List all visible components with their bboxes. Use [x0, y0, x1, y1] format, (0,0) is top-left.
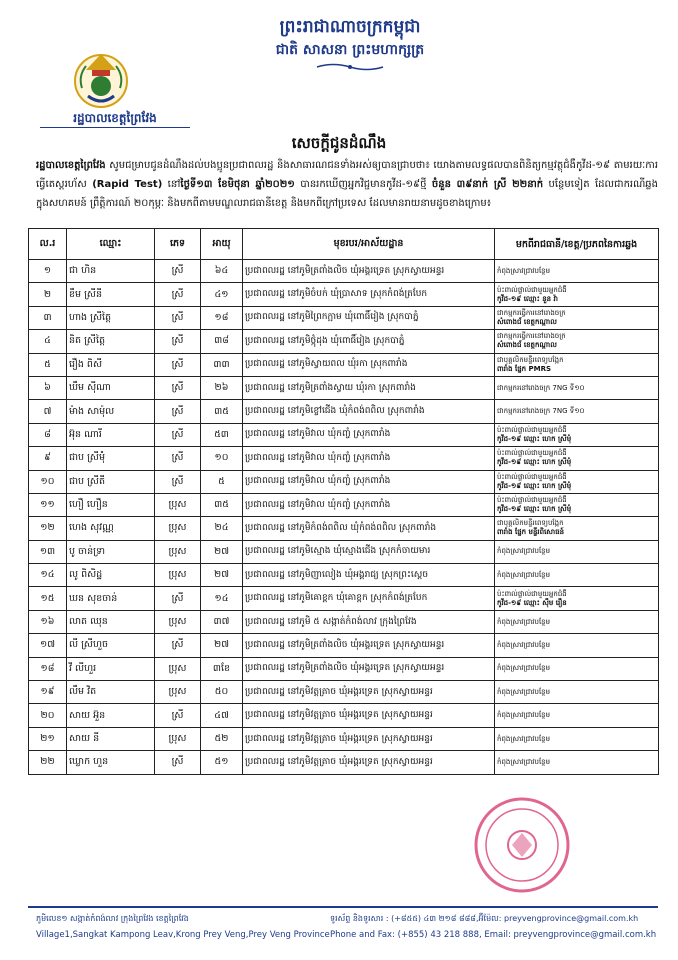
- cell-age: ២៧: [201, 540, 243, 563]
- source-line-1: កំពុងស្រាវជ្រាវបន្ថែម: [497, 266, 551, 275]
- cell-name: ជាប ស្រីតី: [67, 470, 155, 493]
- cell-address: ប្រជាពលរដ្ឋ នៅភូមិកំពង់ពពិល ឃុំកំពង់ពពិល ស្រុកពារាំង: [243, 517, 495, 540]
- cell-age: ៥២: [201, 727, 243, 750]
- cell-address: ប្រជាពលរដ្ឋ នៅភូមិព្រៃកក្អាម ឃុំពោធិ៍រៀង ស្រុកបាភ្នំ: [243, 306, 495, 329]
- cell-no: ៨: [29, 423, 67, 446]
- table-row: [29, 540, 659, 563]
- table-row: [29, 330, 659, 353]
- cell-sex: ស្រី: [155, 260, 201, 283]
- cell-sex: ស្រី: [155, 400, 201, 423]
- cell-age: ២៦: [201, 376, 243, 399]
- cell-address: ប្រជាពលរដ្ឋ នៅភូមិខ្ចៅជើង ឃុំកំពង់ពពិល ស្រុកពារាំង: [243, 400, 495, 423]
- header-name: ឈ្មោះ: [67, 229, 155, 260]
- cell-no: ៦: [29, 376, 67, 399]
- header-no: ល.រ: [29, 229, 67, 260]
- cell-no: ១៧: [29, 634, 67, 657]
- cell-no: ១៥: [29, 587, 67, 610]
- source-line-2: កូវីដ-១៩ ឈ្មោះ ហេក ស្រីមុំ: [497, 458, 572, 467]
- cell-sex: ស្រី: [155, 330, 201, 353]
- cell-name: និត ស្រីត្តៃ: [67, 330, 155, 353]
- cell-sex: ស្រី: [155, 306, 201, 329]
- cell-age: ១៤: [201, 587, 243, 610]
- cell-source: [495, 610, 659, 633]
- cell-sex: ប្រុស: [155, 493, 201, 516]
- source-line-2: កូវីដ-១៩ ឈ្មោះ ហេក ស្រីមុំ: [497, 505, 572, 514]
- table-row: [29, 517, 659, 540]
- cell-sex: ប្រុស: [155, 540, 201, 563]
- cell-source: [495, 634, 659, 657]
- table-row: [29, 260, 659, 283]
- header-sex: ភេទ: [155, 229, 201, 260]
- cell-source: [495, 376, 659, 399]
- cell-source: [495, 353, 659, 376]
- cell-source: [495, 493, 659, 516]
- cell-sex: ស្រី: [155, 634, 201, 657]
- cell-source: [495, 727, 659, 750]
- source-line-2: ពារាំង ផ្នែក PMRS: [497, 364, 552, 373]
- cell-age: ៦៤: [201, 260, 243, 283]
- cell-address: ប្រជាពលរដ្ឋ នៅភូមិញាលៀង ឃុំអង្គរាជ្យ ស្រុកព្រះស្តេច: [243, 564, 495, 587]
- header-age: អាយុ: [201, 229, 243, 260]
- intro-text-2: នៅ: [162, 179, 181, 190]
- footer-address-en: Village1,Sangkat Kampong Leav,Krong Prey Veng,Prey Veng Province: [36, 930, 330, 940]
- intro-text-4: បន្ថែមទៀត ដែលជាករណីឆ្លងក្នុងសហគមន៍ ព្រឹត្តិការណ៍ ២០កុម្ភៈ និងមកពីតាមមណ្ឌលរាជធានីខេត្ត និងមកពីក្រៅប្រទេស ដែលមានរាយនាមដូចខាងក្រោម៖: [36, 179, 658, 209]
- intro-date: ថ្ងៃទី១៣ ខែមិថុនា ឆ្នាំ២០២១: [180, 179, 295, 190]
- cell-no: ២២: [29, 751, 67, 774]
- header-source: មកពីរាជធានី/ខេត្ត/ប្រភពនៃការឆ្លង: [495, 229, 659, 260]
- cell-source: [495, 587, 659, 610]
- cell-no: ១៨: [29, 657, 67, 680]
- cell-age: ២៧: [201, 634, 243, 657]
- cell-age: ១០: [201, 447, 243, 470]
- cell-address: ប្រជាពលរដ្ឋ នៅភូមិស្វាយពល ឃុំរកា ស្រុកពារាំង: [243, 353, 495, 376]
- source-line-1: ប៉ះពាល់ផ្ទាល់ជាមួយអ្នកជំងឺ: [497, 472, 567, 481]
- cell-name: ហាង ស្រីត្តៃ: [67, 306, 155, 329]
- cell-age: ២៤: [201, 517, 243, 540]
- source-line-1: កំពុងស្រាវជ្រាវបន្ថែម: [497, 687, 551, 696]
- cell-age: ៤៧: [201, 704, 243, 727]
- cell-age: ២៧: [201, 564, 243, 587]
- source-line-1: កំពុងស្រាវជ្រាវបន្ថែម: [497, 547, 551, 556]
- cell-address: ប្រជាពលរដ្ឋ នៅភូមិវត្តត្រាច ឃុំអង្គរទ្រេត ស្រុកស្វាយអន្ទរ: [243, 751, 495, 774]
- cell-age: ៣ខែ: [201, 657, 243, 680]
- table-row: [29, 376, 659, 399]
- table-row: [29, 283, 659, 306]
- official-stamp-seal-icon: [472, 795, 572, 895]
- cell-address: ប្រជាពលរដ្ឋ នៅភូមិវាល ឃុំកញ្ចំ ស្រុកពារាំង: [243, 447, 495, 470]
- cell-source: [495, 400, 659, 423]
- cell-age: ៣៧: [201, 610, 243, 633]
- cell-no: ៧: [29, 400, 67, 423]
- table-row: [29, 727, 659, 750]
- cell-sex: ប្រុស: [155, 517, 201, 540]
- cell-age: ៣៣: [201, 353, 243, 376]
- cell-age: ៣៥: [201, 493, 243, 516]
- table-row: [29, 400, 659, 423]
- cell-name: ឃឹម ស៊ីណា: [67, 376, 155, 399]
- cell-sex: ស្រី: [155, 447, 201, 470]
- source-line-2: កូវីដ-១៩ ឈ្មោះ ហេក ស្រីមុំ: [497, 434, 572, 443]
- table-row: [29, 610, 659, 633]
- cell-sex: ប្រុស: [155, 681, 201, 704]
- cell-no: ១: [29, 260, 67, 283]
- cell-name: វី លីហួរ: [67, 657, 155, 680]
- cell-no: ២១: [29, 727, 67, 750]
- cell-source: [495, 306, 659, 329]
- cell-address: ប្រជាពលរដ្ឋ នៅភូមិថ្កុំដុង ឃុំពោធិ៍រៀង ស្រុកបាភ្នំ: [243, 330, 495, 353]
- source-line-1: ប៉ះពាល់ផ្ទាល់ជាមួយអ្នកជំងឺ: [497, 449, 567, 458]
- cell-age: ៤១: [201, 283, 243, 306]
- cell-address: ប្រជាពលរដ្ឋ នៅភូមិវត្តត្រាច ឃុំអង្គរទ្រេត ស្រុកស្វាយអន្ទរ: [243, 704, 495, 727]
- source-line-1: ប៉ះពាល់ផ្ទាល់ជាមួយអ្នកជំងឺ: [497, 425, 567, 434]
- cell-no: ២០: [29, 704, 67, 727]
- cell-sex: ស្រី: [155, 470, 201, 493]
- cell-address: ប្រជាពលរដ្ឋ នៅភូមិស្មោង ឃុំស្មោងជើង ស្រុកកំចាយមារ: [243, 540, 495, 563]
- source-line-1: កំពុងស្រាវជ្រាវបន្ថែម: [497, 664, 551, 673]
- cell-name: ម៉ាង សាម៉ុល: [67, 400, 155, 423]
- intro-text-1: សូមជម្រាបជូនដំណឹងដល់បងប្អូនប្រជាពលរដ្ឋ និងសាធារណជនទាំងអស់ឲ្យបានជ្រាបថា៖ យោងតាមលទ្ធផលបានពិនិត្យកម្មវត្ថុជំងឺកូវីដ-១៩ តាមរយៈការធ្វើតេស្តរហ័ស: [36, 160, 658, 190]
- cases-table: [28, 228, 659, 775]
- source-line-1: ប៉ះពាល់ផ្ទាល់ជាមួយអ្នកជំងឺ: [497, 285, 567, 294]
- intro-rapid-test: (Rapid Test): [92, 179, 163, 190]
- cell-name: សាយ នី: [67, 727, 155, 750]
- cell-sex: ស្រី: [155, 587, 201, 610]
- cell-age: ៣៨: [201, 330, 243, 353]
- cell-age: ៥០: [201, 681, 243, 704]
- cell-sex: ប្រុស: [155, 564, 201, 587]
- cell-name: សាយ អ៊ួន: [67, 704, 155, 727]
- notice-title: សេចក្តីជូនដំណឹង: [291, 134, 387, 152]
- cell-no: ៤: [29, 330, 67, 353]
- cell-source: [495, 657, 659, 680]
- cell-no: ២: [29, 283, 67, 306]
- notice-intro: [36, 156, 658, 213]
- kingdom-heading: ព្រះរាជាណាចក្រកម្ពុជា: [279, 17, 421, 37]
- intro-count: ចំនួន ៣៩នាក់ ស្រី ២២នាក់: [431, 179, 544, 190]
- cell-source: [495, 704, 659, 727]
- table-row: [29, 306, 659, 329]
- cell-address: ប្រជាពលរដ្ឋ នៅភូមិ ៥ សង្កាត់កំពង់លាវ ក្រុងព្រៃវែង: [243, 610, 495, 633]
- cell-source: [495, 751, 659, 774]
- table-row: [29, 470, 659, 493]
- cell-no: ៩: [29, 447, 67, 470]
- source-line-2: ពារាំង ផ្នែក មន្ទីរពិសោធន៍: [497, 528, 565, 537]
- cell-no: ១២: [29, 517, 67, 540]
- national-motto: ជាតិ សាសនា ព្រះមហាក្សត្រ: [275, 42, 425, 58]
- footer-address-km: ភូមិលេខ១ សង្កាត់កំពង់លាវ ក្រុងព្រៃវែង ខេត្តព្រៃវែង: [36, 914, 189, 923]
- source-line-2: សំពោងជ័ ខេត្តកណ្តាល: [497, 317, 557, 326]
- table-row: [29, 423, 659, 446]
- cell-age: ១៨: [201, 306, 243, 329]
- cell-address: ប្រជាពលរដ្ឋ នៅភូមិចំបក់ ឃុំប្រាសាទ ស្រុកកំពង់ត្របែក: [243, 283, 495, 306]
- cell-source: [495, 517, 659, 540]
- table-row: [29, 493, 659, 516]
- cell-name: ហេង សុវណ្ណ: [67, 517, 155, 540]
- table-row: [29, 587, 659, 610]
- cell-name: ឃន សុខចាន់: [67, 587, 155, 610]
- cell-source: [495, 423, 659, 446]
- source-line-1: កំពុងស្រាវជ្រាវបន្ថែម: [497, 617, 551, 626]
- cell-no: ៣: [29, 306, 67, 329]
- table-row: [29, 634, 659, 657]
- cell-source: [495, 540, 659, 563]
- cell-name: ខឹម ស្រីនី: [67, 283, 155, 306]
- cell-source: [495, 447, 659, 470]
- source-line-1: កំពុងស្រាវជ្រាវបន្ថែម: [497, 640, 551, 649]
- cell-sex: ប្រុស: [155, 657, 201, 680]
- table-row: [29, 353, 659, 376]
- cell-address: ប្រជាពលរដ្ឋ នៅភូមិវាល ឃុំកញ្ចំ ស្រុកពារាំង: [243, 470, 495, 493]
- cell-name: ឃ្លោក ហួន: [67, 751, 155, 774]
- cell-name: លឹម វិត: [67, 681, 155, 704]
- issuing-authority: រដ្ឋបាលខេត្តព្រៃវែង: [73, 111, 157, 125]
- table-row: [29, 657, 659, 680]
- cell-no: ១៦: [29, 610, 67, 633]
- cell-source: [495, 283, 659, 306]
- table-row: [29, 751, 659, 774]
- intro-text-3: បានរកឃើញអ្នកវិជ្ជមានកូវីដ-១៩ថ្មី: [294, 179, 432, 190]
- header-address: មុខរបរ/អាស័យដ្ឋាន: [243, 229, 495, 260]
- table-row: [29, 681, 659, 704]
- cell-name: ជាប ស្រីម៉ុំ: [67, 447, 155, 470]
- cell-sex: ស្រី: [155, 283, 201, 306]
- source-line-2: កូវីដ-១៩ ឈ្មោះ នួន វ៉ា: [497, 294, 558, 303]
- intro-lead: រដ្ឋបាលខេត្តព្រៃវែង: [36, 160, 106, 171]
- source-line-1: ជាបុគ្គលិកមន្ទីរពេទ្យបង្អែក: [497, 355, 564, 364]
- cell-sex: ស្រី: [155, 704, 201, 727]
- source-line-2: កូវីដ-១៩ ឈ្មោះ ហេក ស្រីមុំ: [497, 481, 572, 490]
- source-line-1: កំពុងស្រាវជ្រាវបន្ថែម: [497, 570, 551, 579]
- cell-name: បូ ចាន់ទ្រា: [67, 540, 155, 563]
- source-line-1: ជាបុគ្គលិកមន្ទីរពេទ្យបង្អែក: [497, 519, 564, 528]
- cell-no: ១៣: [29, 540, 67, 563]
- provincial-emblem-icon: [70, 48, 132, 110]
- cell-name: លាត ឈុន: [67, 610, 155, 633]
- cell-age: ៣៥: [201, 400, 243, 423]
- table-row: [29, 447, 659, 470]
- source-line-1: ជាកម្មករនៅរោងចក្រ 7NG ទី១០: [497, 407, 585, 416]
- cell-sex: ប្រុស: [155, 727, 201, 750]
- source-line-2: កូវីដ-១៩ ឈ្មោះ ស៊ឹម រឿន: [497, 598, 567, 607]
- footer-contact-km: ទូរស័ព្ទ និងទូរសារ : (+៨៥៥) ៤៣ ២១៨ ៨៨៨,អ៊ីម៉ែល: preyvengprovince@gmail.com.kh: [330, 914, 639, 923]
- cell-address: ប្រជាពលរដ្ឋ នៅភូមិត្រពាំងស្វាយ ឃុំរកា ស្រុកពារាំង: [243, 376, 495, 399]
- cell-sex: ស្រី: [155, 353, 201, 376]
- footer-contact-en: Phone and Fax: (+855) 43 218 888, Email: preyvengprovince@gmail.com.kh: [330, 930, 657, 940]
- cell-address: ប្រជាពលរដ្ឋ នៅភូមិត្រពាំងលិច ឃុំអង្គរទ្រេត ស្រុកស្វាយអន្ទរ: [243, 657, 495, 680]
- cell-address: ប្រជាពលរដ្ឋ នៅភូមិគោខ្ពក ឃុំគោខ្ពក ស្រុកកំពង់ត្របែក: [243, 587, 495, 610]
- cell-no: ១៤: [29, 564, 67, 587]
- cell-address: ប្រជាពលរដ្ឋ នៅភូមិវាល ឃុំកញ្ចំ ស្រុកពារាំង: [243, 493, 495, 516]
- cell-source: [495, 564, 659, 587]
- source-line-1: កំពុងស្រាវជ្រាវបន្ថែម: [497, 711, 551, 720]
- cell-name: ជា ហិន: [67, 260, 155, 283]
- cell-source: [495, 330, 659, 353]
- cell-name: លូ ពិសិដ្ឋ: [67, 564, 155, 587]
- cell-source: [495, 470, 659, 493]
- table-row: [29, 564, 659, 587]
- source-line-1: ជាកម្មករនៅរោងចក្រ 7NG ទី១០: [497, 383, 585, 392]
- source-line-1: កំពុងស្រាវជ្រាវបន្ថែម: [497, 757, 551, 766]
- cell-no: ១០: [29, 470, 67, 493]
- cell-source: [495, 681, 659, 704]
- source-line-1: ជាកម្មករធ្វើការនៅរោងចក្រ: [497, 308, 566, 317]
- cell-source: [495, 260, 659, 283]
- cell-no: ១១: [29, 493, 67, 516]
- cell-name: លី ស្រីហួច: [67, 634, 155, 657]
- cell-address: ប្រជាពលរដ្ឋ នៅភូមិវត្តត្រាច ឃុំអង្គរទ្រេត ស្រុកស្វាយអន្ទរ: [243, 727, 495, 750]
- cell-age: ៥: [201, 470, 243, 493]
- cell-sex: ស្រី: [155, 376, 201, 399]
- cell-age: ៥៣: [201, 423, 243, 446]
- cell-address: ប្រជាពលរដ្ឋ នៅភូមិវាល ឃុំកញ្ចំ ស្រុកពារាំង: [243, 423, 495, 446]
- cell-age: ៥១: [201, 751, 243, 774]
- source-line-1: ប៉ះពាល់ផ្ទាល់ជាមួយអ្នកជំងឺ: [497, 496, 567, 505]
- source-line-1: ប៉ះពាល់ផ្ទាល់ជាមួយអ្នកជំងឺ: [497, 589, 567, 598]
- cell-no: ៥: [29, 353, 67, 376]
- cell-no: ១៩: [29, 681, 67, 704]
- authority-underline: [40, 127, 190, 128]
- cell-name: ហឿ ហឿន: [67, 493, 155, 516]
- source-line-2: សំពោងជ័ ខេត្តកណ្តាល: [497, 341, 557, 350]
- table-row: [29, 704, 659, 727]
- footer-divider: [28, 906, 658, 908]
- cell-address: ប្រជាពលរដ្ឋ នៅភូមិវត្តត្រាច ឃុំអង្គរទ្រេត ស្រុកស្វាយអន្ទរ: [243, 681, 495, 704]
- source-line-1: ជាកម្មករធ្វើការនៅរោងចក្រ: [497, 332, 566, 341]
- table-header-row: [29, 229, 659, 260]
- source-line-1: កំពុងស្រាវជ្រាវបន្ថែម: [497, 734, 551, 743]
- cell-address: ប្រជាពលរដ្ឋ នៅភូមិត្រពាំងលិច ឃុំអង្គរទ្រេត ស្រុកស្វាយអន្ទរ: [243, 260, 495, 283]
- ornament-divider-icon: [315, 62, 385, 72]
- cell-sex: ស្រី: [155, 751, 201, 774]
- cell-name: អ៊ុន ណារី: [67, 423, 155, 446]
- cell-name: រឿង ពិសី: [67, 353, 155, 376]
- cell-address: ប្រជាពលរដ្ឋ នៅភូមិត្រពាំងលិច ឃុំអង្គរទ្រេត ស្រុកស្វាយអន្ទរ: [243, 634, 495, 657]
- cell-sex: ប្រុស: [155, 610, 201, 633]
- cell-sex: ស្រី: [155, 423, 201, 446]
